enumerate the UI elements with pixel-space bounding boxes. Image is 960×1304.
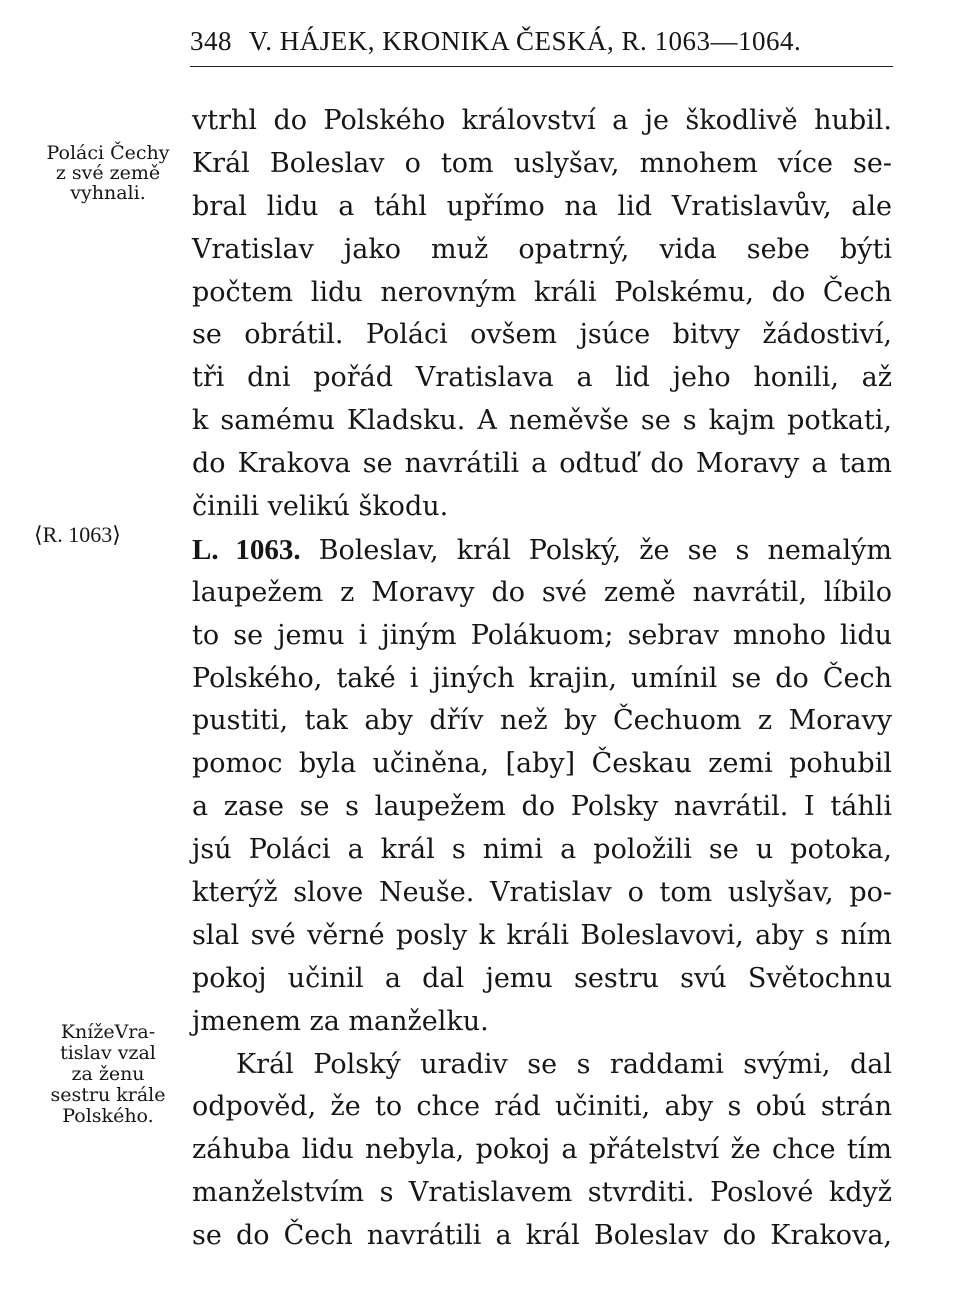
text-line: laupežem z Moravy do své země navrátil, líbilo bbox=[192, 576, 892, 608]
margin-note-line: Polského. bbox=[62, 1105, 154, 1127]
text-line: Král Polský uradiv se s raddami svými, dal bbox=[236, 1048, 892, 1080]
body-text bbox=[192, 100, 892, 1258]
text-line: jmenem za manželku. bbox=[192, 1005, 489, 1037]
text-line: pokoj učinil a dal jemu sestru svú Světochnu bbox=[192, 962, 892, 994]
text-line: Král Boleslav o tom uslyšav, mnohem více se- bbox=[192, 147, 892, 179]
margin-note-vratislav bbox=[28, 1022, 188, 1127]
text-line: záhuba lidu nebyla, pokoj a přátelství že chce tím bbox=[192, 1134, 892, 1166]
text-line: kterýž slove Neuše. Vratislav o tom uslyšav, po- bbox=[192, 877, 892, 909]
margin-note-polaci bbox=[28, 143, 188, 203]
text-line: vtrhl do Polského království a je škodlivě hubil. bbox=[192, 105, 892, 136]
margin-note-year: ⟨R. 1063⟩ bbox=[34, 522, 121, 547]
text-line: to se jemu i jiným Polákuom; sebrav mnoho lidu bbox=[192, 619, 892, 651]
text-line: odpověd, že to chce rád učiniti, aby s obú strán bbox=[192, 1091, 892, 1123]
margin-note-line: vyhnali. bbox=[70, 182, 146, 204]
text-line: se do Čech navrátili a král Boleslav do Krakova, bbox=[192, 1220, 892, 1252]
text-line: počtem lidu nerovným králi Polskému, do Čech bbox=[192, 276, 892, 308]
text-line: pomoc byla učiněna, [aby] Českau zemi pohubil bbox=[192, 748, 892, 780]
margin-note-line: tislav vzal bbox=[60, 1042, 156, 1064]
text-line: a zase se s laupežem do Polsky navrátil. I táhli bbox=[192, 791, 892, 823]
text-line: tři dni pořád Vratislava a lid jeho honili, až bbox=[192, 362, 892, 394]
year-mark: L. 1063. bbox=[192, 533, 301, 566]
header-rule bbox=[190, 66, 893, 67]
text-line: Vratislav jako muž opatrný, vida sebe býti bbox=[192, 233, 892, 265]
margin-note-line: sestru krále bbox=[50, 1084, 166, 1106]
text-line: k samému Kladsku. A neměvše se s kajm potkati, bbox=[192, 405, 892, 437]
margin-note-line: za ženu bbox=[71, 1063, 145, 1085]
page-number: 348 bbox=[190, 26, 232, 56]
text-line: se obrátil. Poláci ovšem jsúce bitvy žádostiví, bbox=[192, 319, 892, 351]
text-line: manželstvím s Vratislavem stvrditi. Poslové když bbox=[192, 1177, 892, 1209]
text-line: do Krakova se navrátili a odtuď do Moravy a tam bbox=[192, 448, 892, 480]
text-line: pustiti, tak aby dřív než by Čechuom z Moravy bbox=[192, 705, 892, 737]
running-header bbox=[190, 26, 890, 57]
text-line: jsú Poláci a král s nimi a položili se u potoka, bbox=[192, 834, 892, 866]
year-line bbox=[192, 529, 892, 572]
margin-note-line: Poláci Čechy bbox=[46, 142, 170, 164]
year-line-text: Boleslav, král Polský, že se s nemalým bbox=[318, 534, 892, 566]
margin-note-line: z své země bbox=[55, 162, 161, 184]
running-title: V. HÁJEK, KRONIKA ČESKÁ, R. 1063—1064. bbox=[248, 26, 802, 56]
text-line: bral lidu a táhl upřímo na lid Vratislavův, ale bbox=[192, 190, 892, 222]
text-line: činili velikú škodu. bbox=[192, 491, 449, 523]
text-line: slal své věrné posly k králi Boleslavovi, aby s ním bbox=[192, 919, 892, 951]
text-line: Polského, také i jiných krajin, umínil se do Čech bbox=[192, 662, 892, 694]
margin-note-line: KnížeVra- bbox=[60, 1021, 156, 1043]
